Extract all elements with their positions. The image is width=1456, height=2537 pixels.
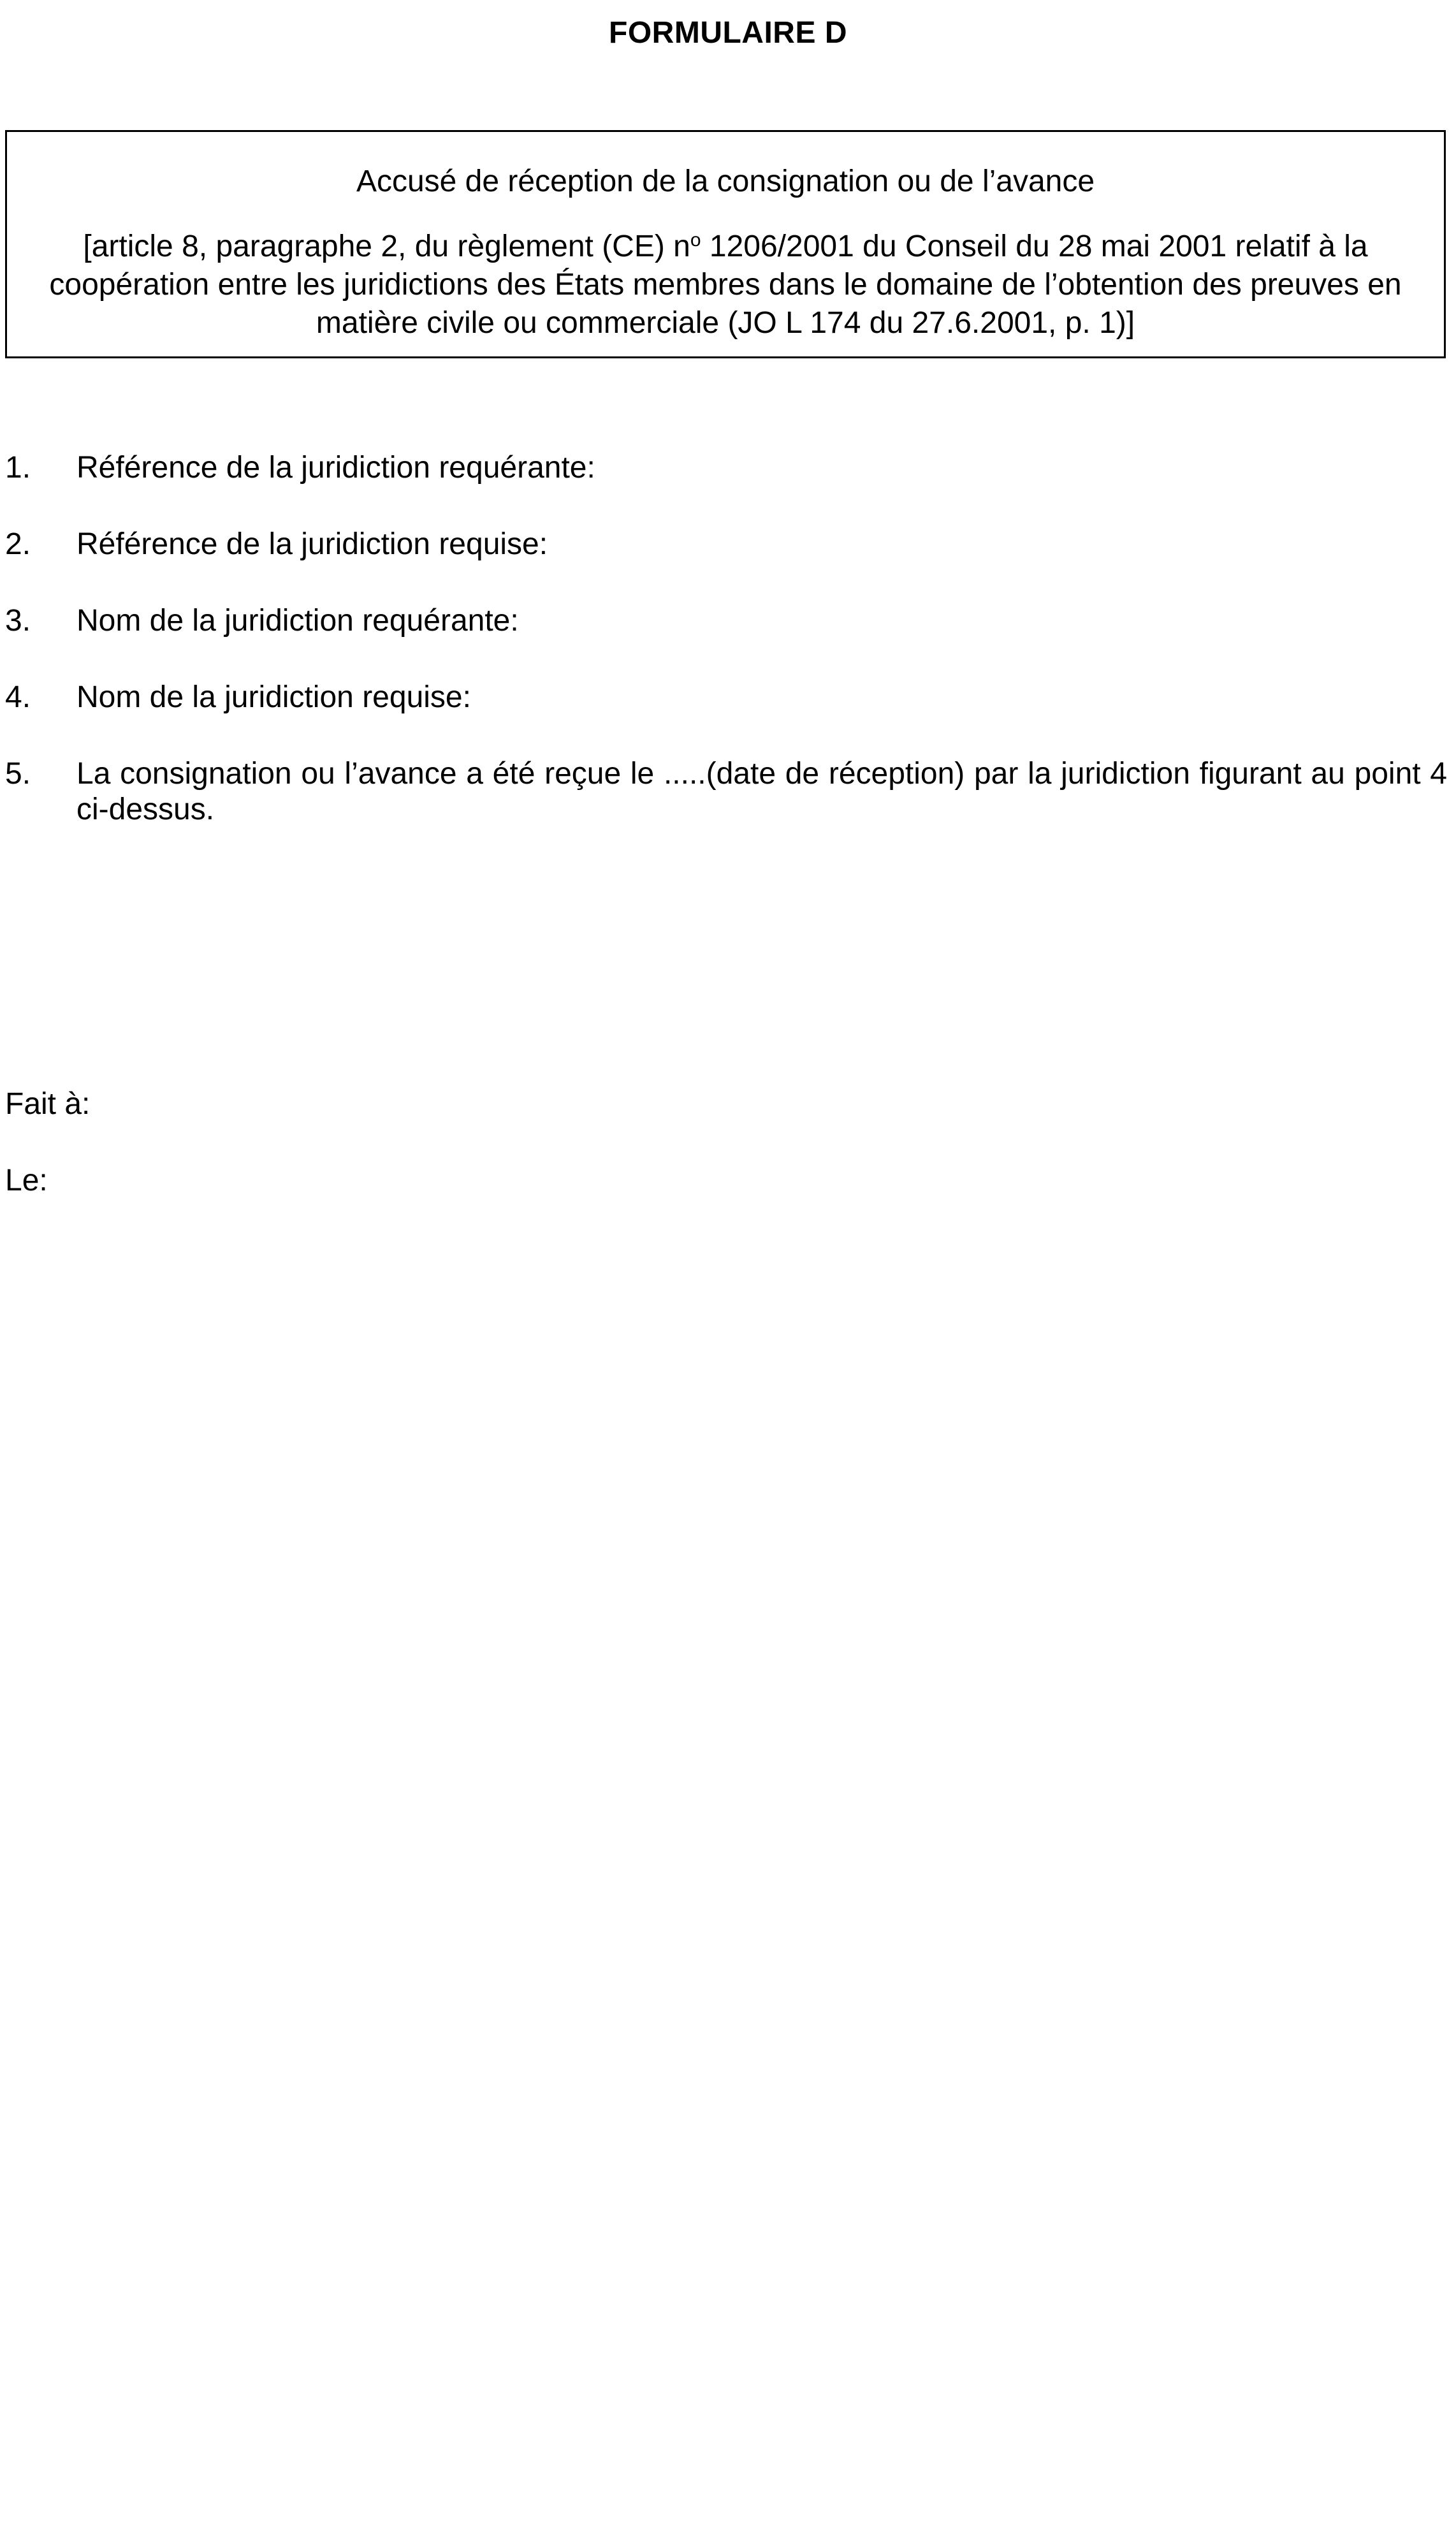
- signature-date-label: Le:: [5, 1164, 48, 1197]
- box-title: Accusé de réception de la consignation ou de l’avance: [356, 165, 1095, 198]
- form-item-3: [5, 603, 1447, 639]
- citation-text-end: 1206/2001 du Conseil du 28 mai 2001 relatif à la coopération entre les juridictions des États membres dans le domaine de l’obtention des preuves en matière civile ou commerciale (JO L 174 du 27.6.2001, p. 1)]: [49, 230, 1402, 340]
- item-number: 1.: [5, 451, 31, 485]
- item-text: Nom de la juridiction requérante:: [76, 604, 519, 638]
- signature-place-label: Fait à:: [5, 1087, 91, 1121]
- item-number: 2.: [5, 527, 31, 561]
- form-item-4: [5, 680, 1447, 715]
- item-number: 4.: [5, 680, 31, 714]
- citation-superscript: o: [690, 230, 701, 251]
- item-text: Référence de la juridiction requise:: [76, 527, 548, 561]
- item-text: La consignation ou l’avance a été reçue le .....(date de réception) par la juridiction figurant au point 4 ci-dessus.: [76, 757, 1447, 826]
- citation-text-start: [article 8, paragraphe 2, du règlement (CE) n: [83, 230, 690, 263]
- form-title: FORMULAIRE D: [609, 16, 847, 50]
- item-number: 5.: [5, 757, 31, 791]
- form-item-1: [5, 450, 1447, 486]
- item-text: Référence de la juridiction requérante:: [76, 451, 595, 485]
- item-number: 3.: [5, 604, 31, 638]
- form-item-5: [5, 756, 1447, 828]
- regulation-citation: [49, 228, 1402, 342]
- form-item-2: [5, 527, 1447, 562]
- header-box: [5, 130, 1446, 358]
- form-items-list: [5, 450, 1447, 868]
- item-text: Nom de la juridiction requise:: [76, 680, 471, 714]
